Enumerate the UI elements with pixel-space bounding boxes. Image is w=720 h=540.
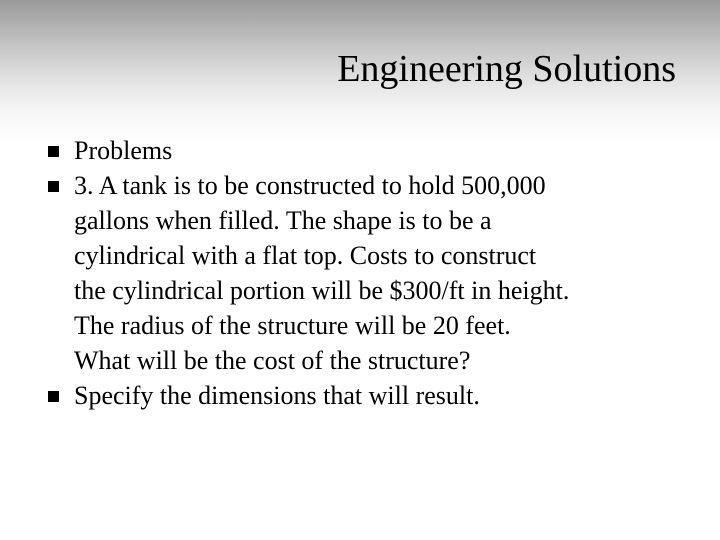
text-line: The radius of the structure will be 20 feet. — [74, 311, 511, 340]
bullet-text — [74, 133, 700, 168]
bullet-text — [74, 378, 700, 413]
square-bullet-icon — [48, 391, 59, 402]
bullet-item-problem-3 — [48, 168, 700, 378]
square-bullet-icon — [48, 146, 59, 157]
text-line: gallons when filled. The shape is to be a — [74, 206, 492, 235]
square-bullet-icon — [48, 181, 59, 192]
text-line: 3. A tank is to be constructed to hold 500,000 — [74, 171, 546, 200]
bullet-item-problems — [48, 133, 700, 168]
text-line: the cylindrical portion will be $300/ft in height. — [74, 276, 570, 305]
bullet-list — [48, 133, 700, 413]
slide-title: Engineering Solutions — [337, 48, 676, 90]
text-line: cylindrical with a flat top. Costs to construct — [74, 241, 537, 270]
text-line: Specify the dimensions that will result. — [74, 381, 480, 410]
bullet-item-specify-dimensions — [48, 378, 700, 413]
text-line: What will be the cost of the structure? — [74, 346, 471, 375]
text-line: Problems — [74, 136, 173, 165]
bullet-text — [74, 168, 700, 378]
